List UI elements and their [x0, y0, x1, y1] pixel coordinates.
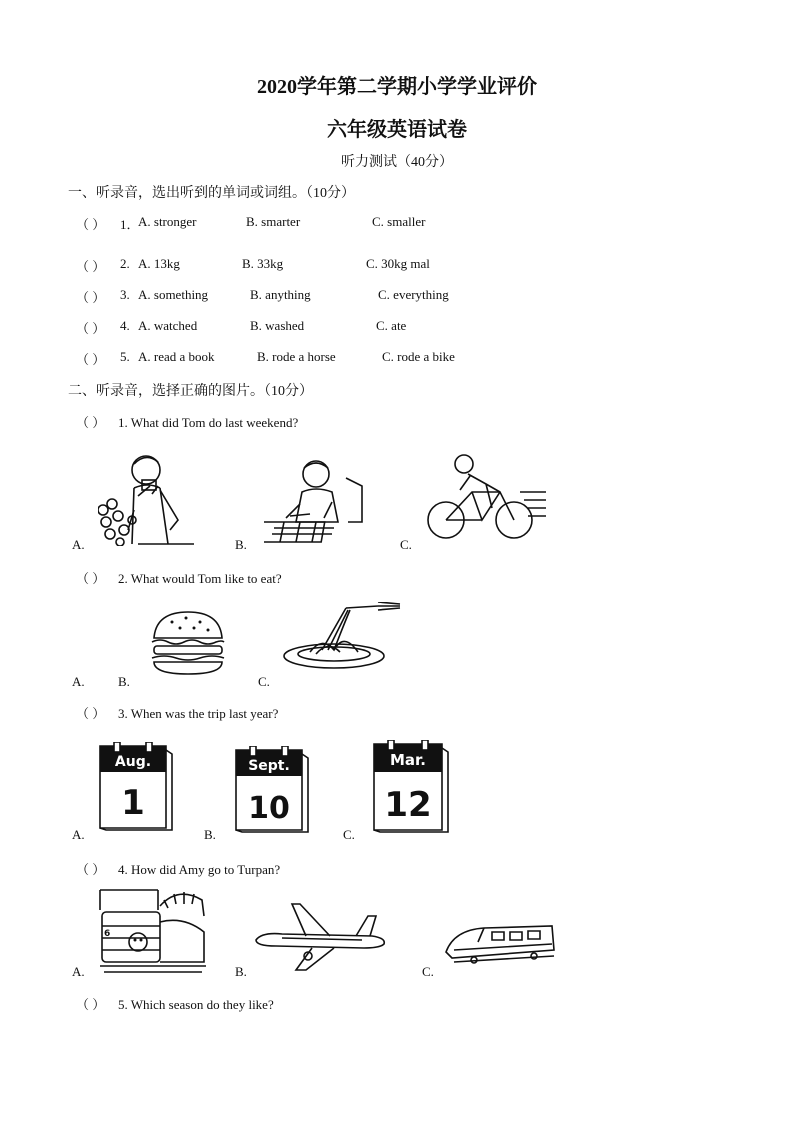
answer-paren[interactable]: （ ）	[76, 415, 106, 430]
answer-paren[interactable]: （ ）	[76, 259, 106, 274]
option-c: C. smaller	[372, 214, 426, 229]
part1-heading: 一、听录音，选出听到的单词或词组。（10分）	[68, 186, 355, 201]
answer-paren[interactable]: （ ）	[76, 217, 106, 232]
question-number: 2.	[120, 256, 130, 271]
option-b: B. washed	[250, 318, 305, 333]
calendar-aug-1-icon[interactable]	[96, 742, 174, 832]
answer-paren[interactable]: （ ）	[76, 706, 106, 721]
choice-label-b: B.	[204, 827, 216, 842]
question-text: 4. How did Amy go to Turpan?	[118, 862, 281, 877]
part1-question-5	[0, 349, 794, 369]
option-c: C. rode a bike	[382, 349, 455, 364]
question-text: 3. When was the trip last year?	[118, 706, 279, 721]
question-number: 5.	[120, 349, 130, 364]
part1-question-1	[0, 214, 794, 234]
choice-label-a: A.	[72, 964, 85, 979]
choice-label-c: C.	[422, 964, 434, 979]
answer-paren[interactable]: （ ）	[76, 997, 106, 1012]
option-b: B. anything	[250, 287, 311, 302]
boy-photographing-flowers-icon[interactable]	[98, 450, 202, 546]
option-a: A. read a book	[138, 349, 215, 364]
choice-label-b: B.	[118, 674, 130, 689]
option-c: C. 30kg mal	[366, 256, 430, 271]
exam-title: 2020学年第二学期小学学业评价	[257, 76, 537, 98]
option-c: C. everything	[378, 287, 449, 302]
svg-text:6: 6	[104, 929, 111, 939]
calendar-month: Aug.	[114, 754, 152, 770]
choice-label-a: A.	[72, 827, 85, 842]
answer-paren[interactable]: （ ）	[76, 321, 106, 336]
question-text: 2. What would Tom like to eat?	[118, 571, 282, 586]
option-b: B. smarter	[246, 214, 301, 229]
hamburger-icon[interactable]	[150, 610, 226, 676]
choice-label-c: C.	[258, 674, 270, 689]
question-number: 3.	[120, 287, 130, 302]
choice-label-c: C.	[400, 537, 412, 552]
spaghetti-icon[interactable]	[282, 602, 402, 670]
choice-label-c: C.	[343, 827, 355, 842]
answer-paren[interactable]: （ ）	[76, 862, 106, 877]
answer-paren[interactable]: （ ）	[76, 290, 106, 305]
boy-drawing-picture-icon[interactable]	[264, 458, 372, 546]
choice-label-b: B.	[235, 537, 247, 552]
question-text: 5. Which season do they like?	[118, 997, 274, 1012]
toy-train-icon[interactable]	[98, 886, 208, 976]
part2-heading: 二、听录音，选择正确的图片。（10分）	[68, 384, 313, 399]
choice-label-a: A.	[72, 537, 85, 552]
option-a: A. something	[138, 287, 209, 302]
part2-question-4	[76, 859, 280, 878]
option-a: A. stronger	[138, 214, 197, 229]
part1-question-4	[0, 318, 794, 338]
part2-question-3	[76, 703, 278, 722]
choice-label-a: A.	[72, 674, 85, 689]
high-speed-train-icon[interactable]	[444, 920, 556, 966]
airplane-icon[interactable]	[252, 902, 390, 972]
part2-question-2	[76, 568, 282, 587]
question-number: 4.	[120, 318, 130, 333]
boy-riding-bike-icon[interactable]	[420, 452, 548, 544]
option-b: B. 33kg	[242, 256, 284, 271]
answer-paren[interactable]: （ ）	[76, 352, 106, 367]
option-b: B. rode a horse	[257, 349, 336, 364]
calendar-day: 12	[384, 785, 432, 825]
option-c: C. ate	[376, 318, 407, 333]
calendar-month: Mar.	[389, 751, 427, 769]
part1-question-3	[0, 287, 794, 307]
calendar-day: 1	[121, 783, 145, 823]
part1-question-2	[0, 256, 794, 276]
answer-paren[interactable]: （ ）	[76, 571, 106, 586]
calendar-month: Sept.	[248, 758, 290, 774]
calendar-sept-10-icon[interactable]	[232, 746, 310, 834]
part2-question-1	[76, 412, 298, 431]
option-a: A. 13kg	[138, 256, 180, 271]
choice-label-b: B.	[235, 964, 247, 979]
option-a: A. watched	[138, 318, 198, 333]
question-number: 1．	[120, 217, 140, 232]
listening-heading: 听力测试（40分）	[341, 155, 453, 170]
calendar-mar-12-icon[interactable]	[370, 740, 450, 834]
part2-question-5	[76, 994, 274, 1013]
exam-subtitle: 六年级英语试卷	[327, 119, 467, 141]
calendar-day: 10	[248, 791, 290, 826]
question-text: 1. What did Tom do last weekend?	[118, 415, 299, 430]
